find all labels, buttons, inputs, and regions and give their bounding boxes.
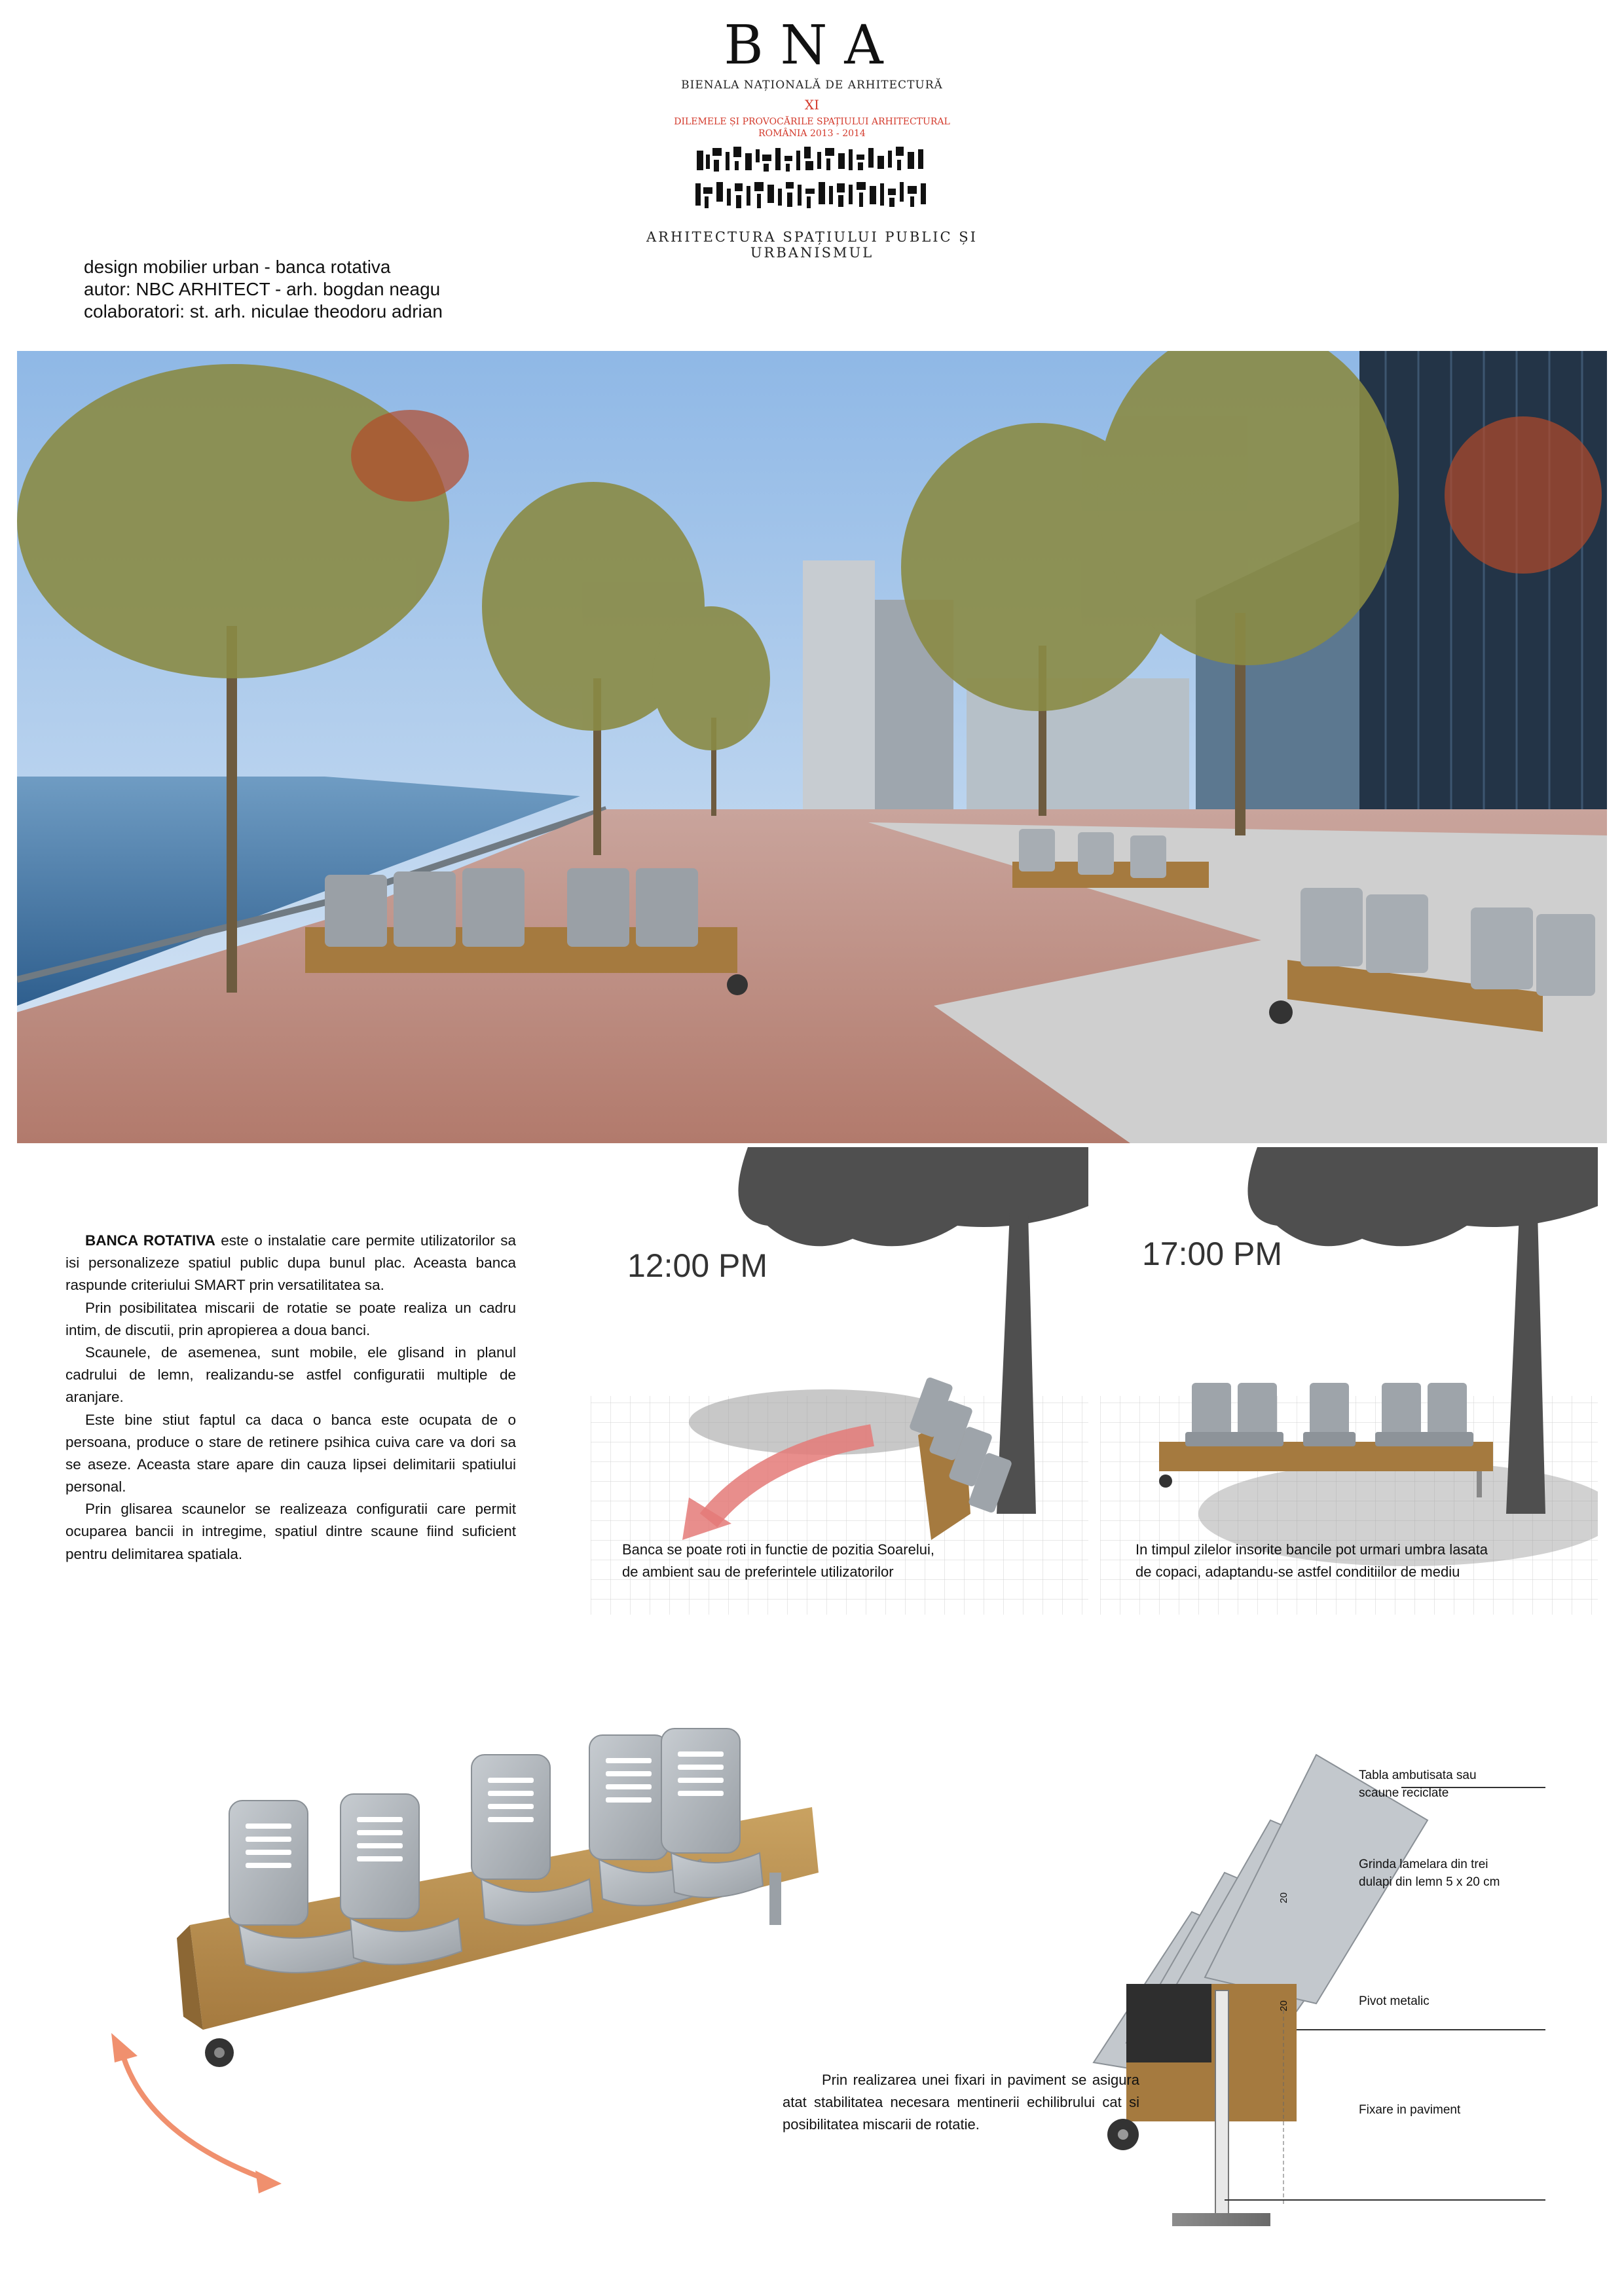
noon-panel	[591, 1147, 1088, 1615]
tagline-2: ROMÂNIA 2013 - 2014	[758, 128, 866, 139]
label-pivot: Pivot metalic	[1359, 1994, 1430, 2008]
biennale-motto: ARHITECTURA SPAȚIULUI PUBLIC ȘI URBANISMUL	[646, 229, 978, 261]
project-author: autor: NBC ARHITECT - arh. bogdan neagu	[84, 279, 441, 299]
label-beam-2: dulapi din lemn 5 x 20 cm	[1359, 1875, 1500, 1889]
description-p5: Prin glisarea scaunelor se realizeaza configuratii care permit ocuparea bancii in intregime, spatiul dintre scaune fiind suficient pentru delimitarea spatiala.	[65, 1501, 516, 1562]
description-p1	[65, 1230, 516, 1297]
description-p1-text: este o instalatie care permite utilizatorilor sa isi personalizeze spatiul public dupa bunul plac. Aceasta banca raspunde criteriului SMART prin versatilitatea sa.	[65, 1232, 516, 1294]
description-p2: Prin posibilitatea miscarii de rotatie se poate realiza un cadru intim, de discutii, prin apropierea a doua banci.	[65, 1299, 516, 1338]
dimension-top: 20	[1278, 1892, 1289, 1903]
biennale-subtitle: BIENALA NAȚIONALĂ DE ARHITECTURĂ	[681, 79, 943, 92]
noon-caption-line-2: de ambient sau de preferintele utilizatorilor	[622, 1564, 894, 1580]
bna-logo: BNA	[724, 14, 900, 77]
project-title: design mobilier urban - banca rotativa	[84, 257, 391, 277]
evening-caption-line-2: de copaci, adaptandu-se astfel conditiilor de mediu	[1135, 1564, 1460, 1580]
evening-panel	[1100, 1147, 1598, 1615]
description-p4: Este bine stiut faptul ca daca o banca este ocupata de o persoana, produce o stare de retinere psihica cuiva care va dori sa se aseze. Aceasta stare apare din cauza lipsei delimitarii spatiului personal.	[65, 1411, 516, 1495]
dimension-bottom: 20	[1278, 2000, 1289, 2011]
bench-3d-render	[92, 1676, 832, 2200]
label-beam-1: Grinda lamelara din trei	[1359, 1858, 1488, 1871]
description-p3: Scaunele, de asemenea, sunt mobile, ele glisand in planul cadrului de lemn, realizandu-se astfel configuratii multiple de aranjare.	[65, 1344, 516, 1406]
project-collaborators: colaboratori: st. arh. niculae theodoru adrian	[84, 301, 443, 321]
fixing-description	[783, 2069, 1139, 2136]
section-detail-drawing	[1008, 1637, 1598, 2226]
tagline-1: DILEMELE ȘI PROVOCĂRILE SPAȚIULUI ARHITECTURAL	[674, 117, 950, 127]
label-metal-sheet-1: Tabla ambutisata sau	[1359, 1768, 1477, 1782]
noon-caption-line-1: Banca se poate roti in functie de pozitia Soarelui,	[622, 1541, 934, 1558]
evening-caption-line-1: In timpul zilelor insorite bancile pot urmari umbra lasata	[1135, 1541, 1488, 1558]
edition-number: XI	[804, 97, 820, 113]
fixing-description-text: Prin realizarea unei fixari in paviment se asigura atat stabilitatea necesara mentinerii echilibrului cat si posibilitatea miscarii de rotatie.	[783, 2072, 1139, 2133]
label-metal-sheet-2: scaune reciclate	[1359, 1786, 1449, 1800]
description-lead: BANCA ROTATIVA	[85, 1232, 215, 1249]
label-pavement-fixing: Fixare in paviment	[1359, 2103, 1461, 2117]
description-text	[65, 1230, 516, 1566]
noon-time-label: 12:00 PM	[627, 1247, 768, 1284]
waterfront-photo	[17, 351, 1607, 1143]
logo-pattern-graphic	[694, 145, 930, 217]
evening-time-label: 17:00 PM	[1142, 1236, 1283, 1272]
